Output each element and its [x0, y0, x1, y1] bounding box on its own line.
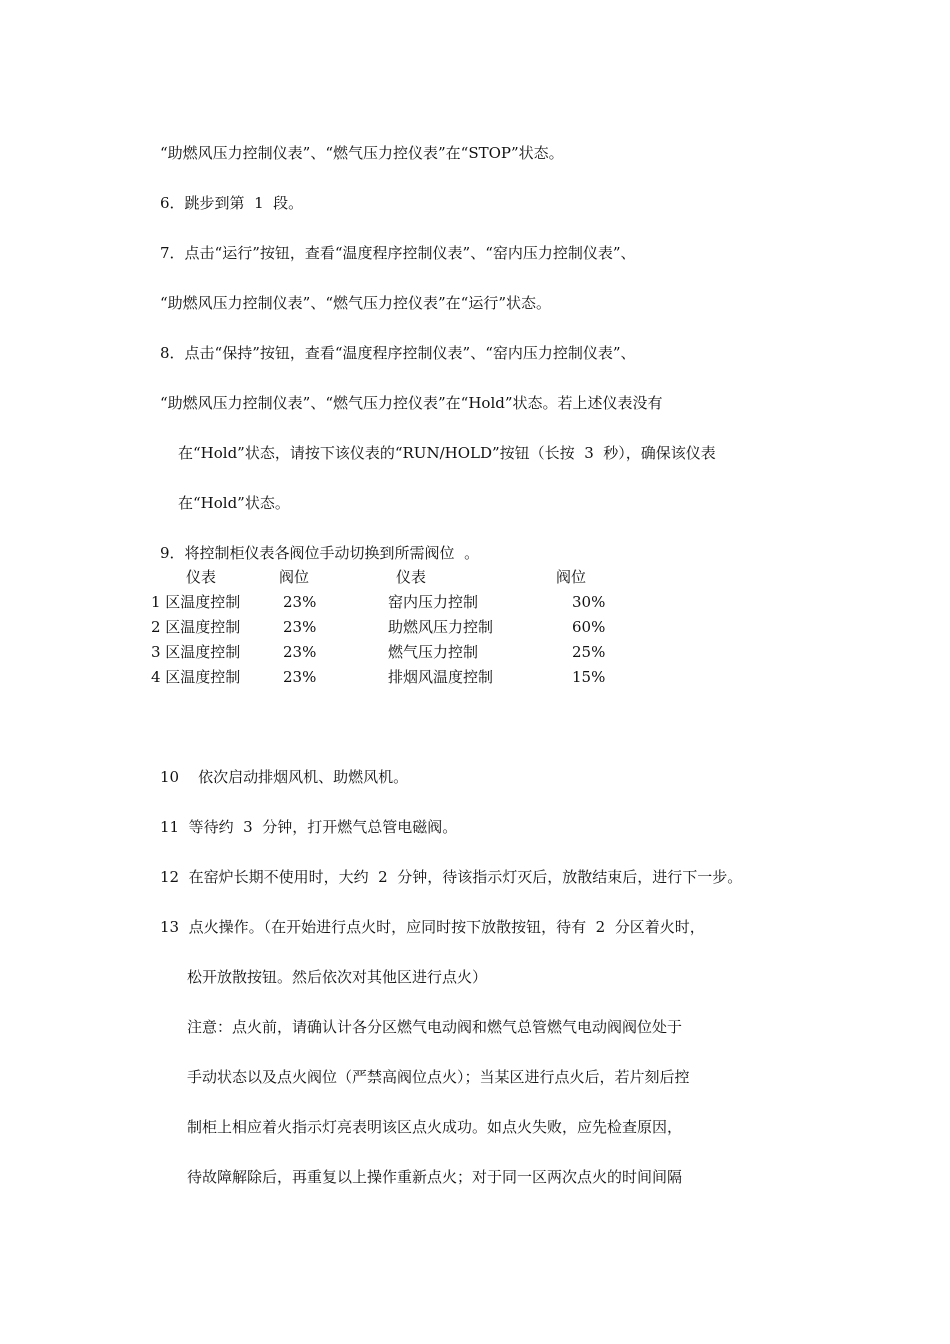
- table-cell: 窑内压力控制: [388, 593, 479, 611]
- step-13-line: 13 点火操作。（在开始进行点火时，应同时按下放散按钮，待有 2 分区着火时，: [160, 918, 705, 936]
- step-7-line: 7．点击“运行”按钮，查看“温度程序控制仪表”、“窑内压力控制仪表”、: [160, 244, 636, 262]
- paragraph-line: 在“Hold”状态，请按下该仪表的“RUN/HOLD”按钮（长按 3 秒），确保该仪表: [178, 444, 716, 462]
- table-header-valve: 阀位: [279, 568, 310, 586]
- table-cell: 25%: [572, 643, 606, 661]
- table-cell: 1 区温度控制: [151, 593, 241, 611]
- note-line: 注意：点火前，请确认计各分区燃气电动阀和燃气总管燃气电动阀阀位处于: [187, 1018, 683, 1036]
- paragraph-line: “助燃风压力控制仪表”、“燃气压力控仪表”在“Hold”状态。若上述仪表没有: [160, 394, 663, 412]
- table-cell: 2 区温度控制: [151, 618, 241, 636]
- step-8-line: 8．点击“保持”按钮，查看“温度程序控制仪表”、“窑内压力控制仪表”、: [160, 344, 636, 362]
- table-cell: 30%: [572, 593, 606, 611]
- table-cell: 4 区温度控制: [151, 668, 241, 686]
- paragraph-line: “助燃风压力控制仪表”、“燃气压力控仪表”在“STOP”状态。: [160, 144, 564, 162]
- table-header-instrument: 仪表: [396, 568, 427, 586]
- table-cell: 60%: [572, 618, 606, 636]
- table-cell: 23%: [283, 618, 317, 636]
- note-line: 手动状态以及点火阀位（严禁高阀位点火）；当某区进行点火后，若片刻后控: [187, 1068, 690, 1086]
- table-cell: 23%: [283, 668, 317, 686]
- table-header-valve: 阀位: [556, 568, 587, 586]
- step-10-line: 10 依次启动排烟风机、助燃风机。: [160, 768, 409, 786]
- table-cell: 助燃风压力控制: [388, 618, 494, 636]
- paragraph-line: 松开放散按钮。然后依次对其他区进行点火）: [187, 968, 488, 986]
- table-cell: 15%: [572, 668, 606, 686]
- step-11-line: 11 等待约 3 分钟，打开燃气总管电磁阀。: [160, 818, 458, 836]
- paragraph-line: “助燃风压力控制仪表”、“燃气压力控仪表”在“运行”状态。: [160, 294, 552, 312]
- step-9-line: 9．将控制柜仪表各阀位手动切换到所需阀位 。: [160, 544, 480, 562]
- paragraph-line: 在“Hold”状态。: [178, 494, 290, 512]
- note-line: 待故障解除后，再重复以上操作重新点火；对于同一区两次点火的时间间隔: [187, 1168, 683, 1186]
- table-cell: 23%: [283, 593, 317, 611]
- step-12-line: 12 在窑炉长期不使用时，大约 2 分钟，待该指示灯灭后，放散结束后，进行下一步。: [160, 868, 743, 886]
- step-6-line: 6．跳步到第 1 段。: [160, 194, 304, 212]
- table-header-instrument: 仪表: [186, 568, 217, 586]
- note-line: 制柜上相应着火指示灯亮表明该区点火成功。如点火失败，应先检查原因，: [187, 1118, 683, 1136]
- table-cell: 3 区温度控制: [151, 643, 241, 661]
- table-cell: 23%: [283, 643, 317, 661]
- table-cell: 燃气压力控制: [388, 643, 479, 661]
- table-cell: 排烟风温度控制: [388, 668, 494, 686]
